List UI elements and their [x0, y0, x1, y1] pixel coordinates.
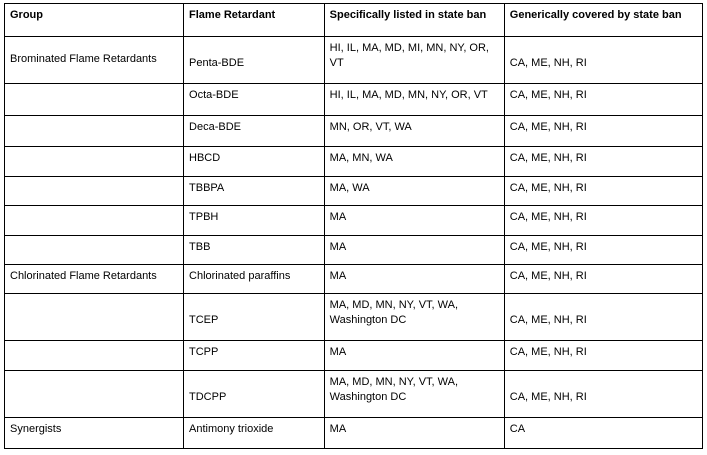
table-row — [5, 116, 703, 147]
state-ban-table — [4, 3, 703, 449]
table-row — [5, 236, 703, 265]
listed-cell: MA, MN, WA — [324, 147, 504, 177]
listed-cell: MA, MD, MN, NY, VT, WA, Washington DC — [324, 371, 504, 418]
flame-retardant-cell: Antimony trioxide — [184, 418, 325, 449]
flame-retardant-cell: Chlorinated paraffins — [184, 265, 325, 294]
group-cell — [5, 177, 184, 206]
flame-retardant-cell: Penta-BDE — [184, 37, 325, 84]
generic-cell: CA, ME, NH, RI — [504, 265, 702, 294]
flame-retardant-cell: HBCD — [184, 147, 325, 177]
group-cell — [5, 341, 184, 371]
flame-retardant-cell: Deca-BDE — [184, 116, 325, 147]
group-cell — [5, 84, 184, 116]
header-specifically-listed: Specifically listed in state ban — [324, 4, 504, 37]
table-row — [5, 84, 703, 116]
flame-retardant-cell: TCPP — [184, 341, 325, 371]
listed-cell: MA — [324, 206, 504, 236]
generic-cell: CA, ME, NH, RI — [504, 371, 702, 418]
group-cell — [5, 236, 184, 265]
generic-cell: CA, ME, NH, RI — [504, 37, 702, 84]
group-cell — [5, 371, 184, 418]
generic-cell: CA, ME, NH, RI — [504, 177, 702, 206]
table-row — [5, 418, 703, 449]
header-generically-covered: Generically covered by state ban — [504, 4, 702, 37]
table-row — [5, 37, 703, 84]
table-header-row — [5, 4, 703, 37]
generic-cell: CA, ME, NH, RI — [504, 341, 702, 371]
group-cell — [5, 147, 184, 177]
listed-cell: MA — [324, 341, 504, 371]
generic-cell: CA — [504, 418, 702, 449]
listed-cell: HI, IL, MA, MD, MN, NY, OR, VT — [324, 84, 504, 116]
listed-cell: MA — [324, 236, 504, 265]
flame-retardant-cell: Octa-BDE — [184, 84, 325, 116]
group-cell: Synergists — [5, 418, 184, 449]
table-row — [5, 371, 703, 418]
listed-cell: MA — [324, 418, 504, 449]
header-group: Group — [5, 4, 184, 37]
group-cell: Brominated Flame Retardants — [5, 37, 184, 84]
generic-cell: CA, ME, NH, RI — [504, 206, 702, 236]
table-row — [5, 177, 703, 206]
listed-cell: MA — [324, 265, 504, 294]
flame-retardant-cell: TPBH — [184, 206, 325, 236]
flame-retardant-cell: TBBPA — [184, 177, 325, 206]
header-flame-retardant: Flame Retardant — [184, 4, 325, 37]
listed-cell: MN, OR, VT, WA — [324, 116, 504, 147]
table-row — [5, 265, 703, 294]
group-cell — [5, 294, 184, 341]
group-cell — [5, 116, 184, 147]
flame-retardant-cell: TBB — [184, 236, 325, 265]
group-cell — [5, 206, 184, 236]
group-cell: Chlorinated Flame Retardants — [5, 265, 184, 294]
generic-cell: CA, ME, NH, RI — [504, 147, 702, 177]
generic-cell: CA, ME, NH, RI — [504, 236, 702, 265]
flame-retardant-cell: TDCPP — [184, 371, 325, 418]
flame-retardant-cell: TCEP — [184, 294, 325, 341]
listed-cell: MA, MD, MN, NY, VT, WA, Washington DC — [324, 294, 504, 341]
listed-cell: MA, WA — [324, 177, 504, 206]
generic-cell: CA, ME, NH, RI — [504, 84, 702, 116]
table-row — [5, 294, 703, 341]
table-row — [5, 206, 703, 236]
table-row — [5, 147, 703, 177]
generic-cell: CA, ME, NH, RI — [504, 294, 702, 341]
listed-cell: HI, IL, MA, MD, MI, MN, NY, OR, VT — [324, 37, 504, 84]
generic-cell: CA, ME, NH, RI — [504, 116, 702, 147]
table-row — [5, 341, 703, 371]
